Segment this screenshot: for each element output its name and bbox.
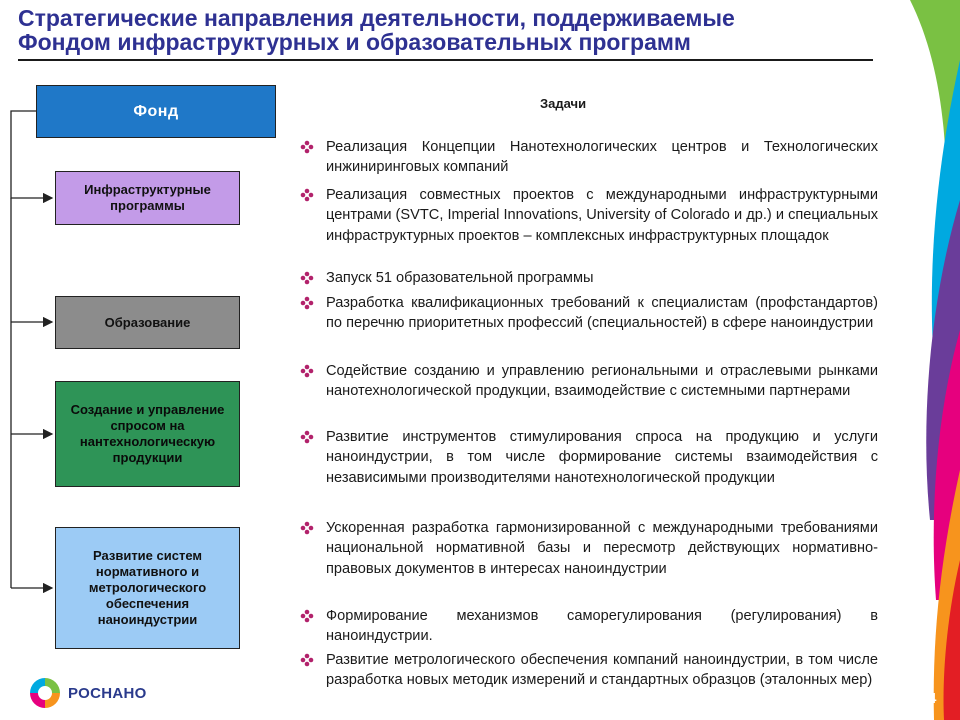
diamond-bullet-icon <box>300 653 314 667</box>
task-item <box>306 606 878 647</box>
tasks-heading: Задачи <box>540 96 587 111</box>
diamond-bullet-icon <box>300 521 314 535</box>
diamond-bullet-icon <box>300 296 314 310</box>
task-item <box>306 185 878 246</box>
task-text: Содействие созданию и управлению региональными и отраслевыми рынками нанотехнологической продукции, взаимодействие с системными партнерами <box>326 363 878 400</box>
task-item <box>306 427 878 488</box>
task-text: Ускоренная разработка гармонизированной с международными требованиями национальной нормативной базы и пересмотр действующих нормативно-правовых документов в интересах наноиндустрии <box>326 520 878 577</box>
title-line-1: Стратегические направления деятельности, поддерживаемые <box>18 5 735 31</box>
diamond-bullet-icon <box>300 188 314 202</box>
decorative-ribbon <box>870 0 960 720</box>
diamond-bullet-icon <box>300 430 314 444</box>
demand-box: Создание и управление спросом на нантехнологическую продукции <box>55 381 240 487</box>
logo-text: РОСНАНО <box>68 684 147 702</box>
task-item <box>306 361 878 402</box>
infra-programs-box: Инфраструктурные программы <box>55 171 240 225</box>
task-text: Развитие метрологического обеспечения компаний наноиндустрии, в том числе разработка новых методик измерений и стандартных образцов (эталонных мер) <box>326 652 878 689</box>
task-text: Реализация совместных проектов с международными инфраструктурными центрами (SVTC, Imperial Innovations, University of Colorado и др.) и специальных инфраструктурных проектов – комплексных инфраструктурных площадок <box>326 187 878 244</box>
task-item <box>306 518 878 579</box>
task-item <box>306 137 878 178</box>
normative-box: Развитие систем нормативного и метрологического обеспечения наноиндустрии <box>55 527 240 649</box>
diamond-bullet-icon <box>300 271 314 285</box>
task-item <box>306 268 878 288</box>
task-text: Запуск 51 образовательной программы <box>326 270 594 286</box>
rusnano-logo-icon <box>28 676 62 710</box>
page-number: 4 <box>928 690 937 707</box>
diamond-bullet-icon <box>300 609 314 623</box>
diamond-bullet-icon <box>300 364 314 378</box>
task-text: Реализация Концепции Нанотехнологических центров и Технологических инжиниринговых компаний <box>326 139 878 176</box>
task-text: Разработка квалификационных требований к специалистам (профстандартов) по перечню приоритетных профессий (специальностей) в сфере наноиндустрии <box>326 295 878 332</box>
title-line-2: Фондом инфраструктурных и образовательных программ <box>18 29 691 55</box>
fond-box: Фонд <box>36 85 276 138</box>
diamond-bullet-icon <box>300 140 314 154</box>
task-item <box>306 650 878 691</box>
task-text: Формирование механизмов саморегулирования (регулирования) в наноиндустрии. <box>326 608 878 645</box>
rusnano-logo <box>28 676 147 710</box>
task-item <box>306 293 878 334</box>
education-box: Образование <box>55 296 240 349</box>
task-text: Развитие инструментов стимулирования спроса на продукцию и услуги наноиндустрии, в том числе формирование системы взаимодействия с независимыми производителями нанотехнологической продукции <box>326 429 878 486</box>
